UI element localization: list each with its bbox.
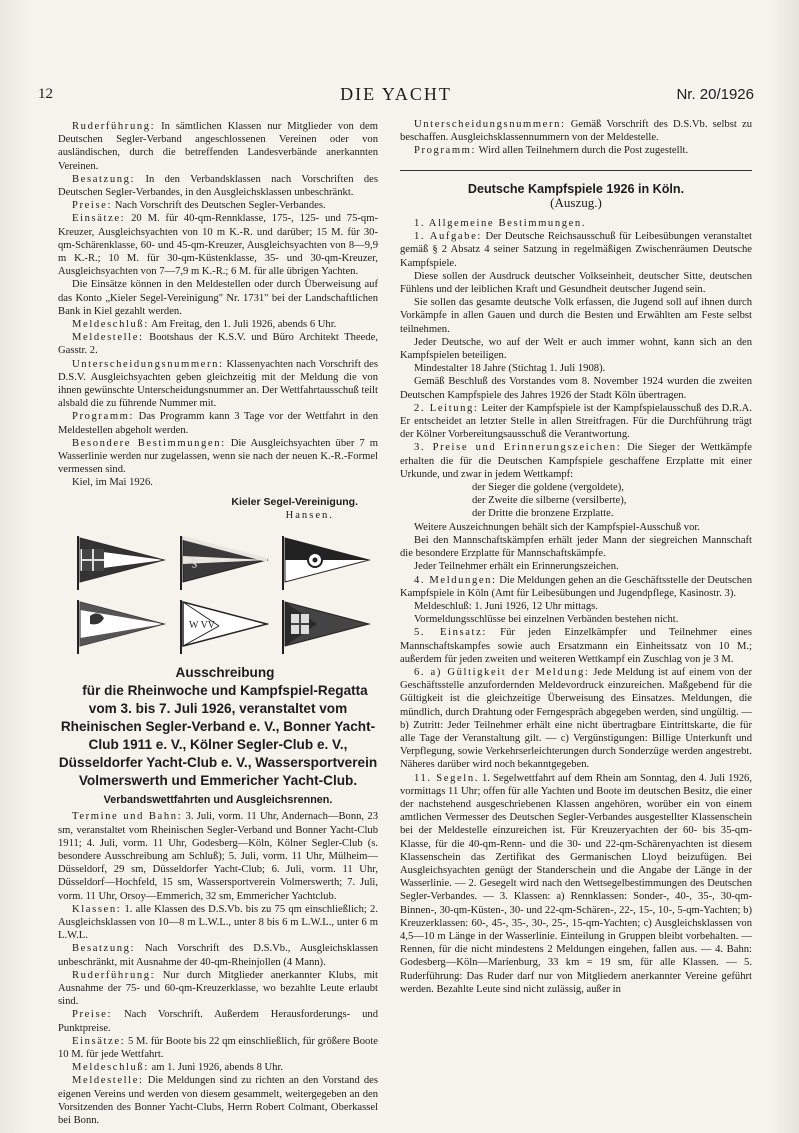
pennant-4-icon [76,600,166,654]
paragraph: Ruderführung: Nur durch Mitglieder anerkannter Klubs, mit Ausnahme der 75- und 60-qm-Kreuzerklasse, wo bezahlte Leute erlaubt sind. [58,969,378,1008]
paragraph: Die Einsätze können in den Meldestellen oder durch Überweisung auf das Konto „Kieler Segel-Vereinigung" Nr. 1731" bei der Landschaftlichen Bank in Kiel gezahlt werden. [58,279,378,317]
paragraph: Programm: Wird allen Teilnehmern durch die Post zugestellt. [414,145,689,157]
section-subtitle: (Auszug.) [550,194,602,210]
paragraph: Preise: Nach Vorschrift des Deutschen Segler-Verbandes. [72,200,326,212]
subsection-heading: 1. Allgemeine Bestimmungen. [414,218,587,230]
page-number: 12 [38,86,53,102]
place-date: Kiel, im Mai 1926. [72,477,153,489]
pennant-3-icon [281,536,371,590]
paragraph: Jeder Teilnehmer erhält ein Erinnerungszeichen. [414,561,619,573]
paragraph: Unterscheidungsnummern: Klassenyachten nach Vorschrift des D.S.V. Ausgleichsyachten geben gleichzeitig mit der Meldung die von ihnen gewünschte Unterscheidungsnummer an. Der Wettfahrtausschuß teilt alsbald die zu führende Nummer mit. [58,358,378,410]
paragraph: Diese sollen der Ausdruck deutscher Volkseinheit, deutscher Sitte, deutschen Fühlens und der leiblichen Kraft und Gesundheit deutscher Jugend sein. [400,270,752,296]
paragraph: Meldestelle: Die Meldungen sind zu richten an den Vorstand des eigenen Vereins und werden von diesem gesammelt, weitergegeben an den Vorsitzenden des Bonner Yacht-Clubs, Herrn Robert Colmant, Oberkassel bei Bonn. [58,1075,378,1126]
section-title: Deutsche Kampfspiele 1926 in Köln. [467,181,685,196]
paragraph: Ruderführung: In sämtlichen Klassen nur Mitglieder von dem Deutschen Segler-Verband angeschlossenen Vereinen oder von ausländischen, durch die betreffenden Landesverbände anerkannten Vereinen. [58,121,378,172]
paragraph: Jeder Deutsche, wo auf der Welt er auch immer wohnt, kann sich an den Kampfspielen beteiligen. [400,336,752,362]
paragraph: Meldestelle: Bootshaus der K.S.V. und Büro Architekt Theede, Gasstr. 2. [58,332,378,357]
list-item: der Zweite die silberne (versilberte), [472,495,627,507]
page-header [38,86,754,108]
pennant-2-icon [179,536,269,590]
paragraph: Mindestalter 18 Jahre (Stichtag 1. Juli 1908). [414,363,606,375]
pennant-1-icon [76,536,166,590]
paragraph: 2. Leitung: Leiter der Kampfspiele ist der Kampfspielausschuß des D.R.A. Er entscheidet an letzter Stelle in allen Streitfragen. Für die Durchführung trägt der Kölner Vorbereitungsausschuß die Verantwortung. [400,402,752,441]
paragraph: 4. Meldungen: Die Meldungen gehen an die Geschäftsstelle der Deutschen Kampfspiele in Köln (Amt für Leibesübungen und Jugendpflege, Kasinostr. 3). [400,574,753,599]
paragraph: Meldeschluß: Am Freitag, den 1. Juli 1926, abends 6 Uhr. [72,319,337,331]
pennant-5-icon [179,600,269,654]
right-column [400,118,752,996]
signature-club: Kieler Segel-Vereinigung. [231,495,358,508]
paragraph: Unterscheidungsnummern: Gemäß Vorschrift des D.S.Vb. selbst zu beschaffen. Ausgleichsklassennummern von der Meldestelle. [400,119,752,144]
paragraph: Sie sollen das gesamte deutsche Volk erfassen, die Jugend soll auf ihnen durch Vorkämpfe in allen Gauen und durch die Besten und Erwählten am Feste selbst teilnehmen. [400,297,752,335]
paragraph: 5. Einsatz: Für jeden Einzelkämpfer und Teilnehmer eines Mannschaftskampfes sowie auch Ersatzmann ein Einheitssatz von 10 M.; außerdem für jeden zweiten und weiteren Wettkampf ein Zuschlag von je 3 M. [400,627,752,665]
pennant-6-icon [281,600,371,654]
paragraph: Programm: Das Programm kann 3 Tage vor der Wettfahrt in den Meldestellen abgeholt werden. [58,411,378,436]
divider [400,170,752,171]
club-pennants [76,536,376,654]
svg-text:§: § [190,555,198,571]
paragraph: 6. a) Gültigkeit der Meldung: Jede Meldung ist auf einem von der Geschäftsstelle anzufordernden Meldevordruck einzureichen. Maßgebend für die Gültigkeit ist die gleichzeitige Überweisung des Einsatzes. Meldungen, die mündlich, durch Drahtung oder Ferngespräch abgegeben werden, sind ungültig. — b) Zutritt: Jeder Teilnehmer erhält eine nicht übertragbare Eintrittskarte, die für alle Tage der Veranstaltung gilt. — c) Vergünstigungen: Billige Unterkunft und Verpflegung, sowie Verkehrserleichterungen durch Sonderzüge werden angestrebt. Näheres darüber wird noch bekanntgegeben. [400,666,752,771]
paragraph: Meldeschluß: am 1. Juni 1926, abends 8 Uhr. [72,1062,284,1074]
announcement-subtitle: für die Rheinwoche und Kampfspiel-Regatta vom 3. bis 7. Juli 1926, veranstaltet vom Rheinischen Segler-Verband e. V., Bonner Yacht-Club 1911 e. V., Kölner Segler-Club e. V., Düsseldorfer Yacht-Club e. V., Wassersportverein Volmerswerth und Emmericher Yacht-Club. [58,683,378,789]
issue-number: Nr. 20/1926 [676,86,754,103]
paragraph: Besatzung: In den Verbandsklassen nach Vorschriften des Deutschen Segler-Verbandes, in den Ausgleichsklassen unbeschränkt. [58,173,378,199]
paragraph: Weitere Auszeichnungen behält sich der Kampfspiel-Ausschuß vor. [414,521,700,533]
paragraph: Termine und Bahn: 3. Juli, vorm. 11 Uhr, Andernach—Bonn, 23 sm, veranstaltet vom Rheinischen Segler-Verband und Bonner Yacht-Club 1911; 4. Juli, vorm. 11 Uhr, Godesberg—Köln, Kölner Segler-Club (s. besondere Ausschreibung am Schluß); 5. Juli, vorm. 11 Uhr, Mülheim—Düsseldorf, 29 sm, Düsseldorfer Yacht-Club; 6. Juli, vorm. 11 Uhr, Düsseldorf—Hochfeld, 15 sm, Wassersportverein Volmerswerth; 7. Juli, vorm. 11 Uhr, Orsoy—Emmerich, 32 sm, Emmericher Yachtclub. [58,811,378,902]
paragraph: 3. Preise und Erinnerungszeichen: Die Sieger der Wettkämpfe erhalten die für die Deutschen Kampfspiele geschaffene Erzplatte mit einer Urkunde, und zwar in jedem Wettkampf: [400,442,752,480]
list-item: der Sieger die goldene (vergoldete), [472,482,624,494]
section-heading: Verbandswettfahrten und Ausgleichsrennen. [103,794,333,807]
left-column [58,120,378,1127]
paragraph: Besondere Bestimmungen: Die Ausgleichsyachten über 7 m Wasserlinie werden nur zugelassen, wenn sie nach der neuen K.-R.-Formel vermessen sind. [58,437,378,476]
paragraph: Meldeschluß: 1. Juni 1926, 12 Uhr mittags. [414,600,598,612]
paragraph: Preise: Nach Vorschrift. Außerdem Herausforderungs- und Punktpreise. [58,1009,378,1034]
paragraph: Gemäß Beschluß des Vorstandes vom 8. November 1924 wurden die zweiten Deutschen Kampfspiele des Jahres 1926 der Stadt Köln übertragen. [400,376,752,401]
journal-title: DIE YACHT [340,84,452,104]
announcement-title: Ausschreibung [175,665,275,681]
paragraph: 11. Segeln. 1. Segelwettfahrt auf dem Rhein am Sonntag, den 4. Juli 1926, vormittags 11 Uhr; offen für alle Yachten und Boote im deutschen Besitz, die einer der nachstehend ausgeschriebenen Klassen angehören, worüber ein von einem amtlichen Vermesser des Deutschen Segler-Verbandes ausgestellter Klassenschein bei der Meldestelle einzureichen ist. Für Kreuzeryachten der 60- bis 35-qm-Klasse, für die 40-qm-Renn- und die 30- und 22-qm-Schärenyachten ist diesem Klassenschein das Zertifikat des Germanischen Lloyd beizufügen. Bei Ausgleichsyachten genügt der Standerschein und die Angabe der Länge in der Wasserlinie. — 2. Gesegelt wird nach den Wettsegelbestimmungen des Deutschen Segler-Verbandes. — 3. Klassen: a) Rennklassen: Sonder-, 40-, 35-, 30-qm-Binnen-, 30-qm-Küsten-, 30- und 22-qm-Schären-, 22-, 15-, 10-, 5-qm-Yachten; b) Kreuzerklassen: 60-, 45-, 35-, 30-, 25-, 15-qm-Yachten; c) Ausgleichsklassen von 4,5—10 m Länge in der Wasserlinie. Einteilung in Gruppen bleibt vorbehalten. — Rennen, für die nicht mindestens 2 Meldungen eingehen, fallen aus. — 4. Bahn: Godesberg—Köln—Marienburg, 33 km = 19 sm, für alle Klassen. — 5. Ruderführung: Das Ruder darf nur von Mitgliedern anerkannter Vereine geführt werden. Bezahlte Leute sind nicht zulässig, außer in [400,772,752,995]
paragraph: Einsätze: 20 M. für 40-qm-Rennklasse, 175-, 125- und 75-qm-Kreuzer, Ausgleichsyachten von 10 m K.-R. und darüber; 15 M. für 30-qm-Schärenklasse, 60- und 45-qm-Kreuzer, Ausgleichsyachten von 8—9,9 m K.-R.; 10 M. für 30-qm-Küstenklasse, 35- und 30-qm-Kreuzer, Ausgleichsyachten von 7—7,9 m K.-R.; 6 M. für alle übrigen Yachten. [58,213,378,278]
list-item: der Dritte die bronzene Erzplatte. [472,508,614,520]
paragraph: Besatzung: Nach Vorschrift des D.S.Vb., Ausgleichsklassen unbeschränkt, mit Ausnahme der 40-qm-Rheinjollen (4 Mann). [58,943,378,968]
signature-name: Hansen. [285,509,334,521]
paragraph: Einsätze: 5 M. für Boote bis 22 qm einschließlich, für größere Boote 10 M. für jede Wettfahrt. [58,1035,378,1060]
paragraph: Klassen: 1. alle Klassen des D.S.Vb. bis zu 75 qm einschließlich; 2. Ausgleichsklassen von 10—8 m L.W.L., unter 8 bis 6 m L.W.L., unter 6 m L.W.L. [58,903,378,942]
paragraph: 1. Aufgabe: Der Deutsche Reichsausschuß für Leibesübungen veranstaltet gemäß § 2 Absatz 4 seiner Satzung in regelmäßigen Zwischenräumen Deutsche Kampfspiele. [400,231,752,269]
pennant-letters: W VV [188,620,215,632]
paragraph: Bei den Mannschaftskämpfen erhält jeder Mann der siegreichen Mannschaft die besondere Erzplatte für Mannschaftskämpfe. [400,534,752,560]
paragraph: Vormeldungsschlüsse bei einzelnen Verbänden bestehen nicht. [414,614,679,626]
